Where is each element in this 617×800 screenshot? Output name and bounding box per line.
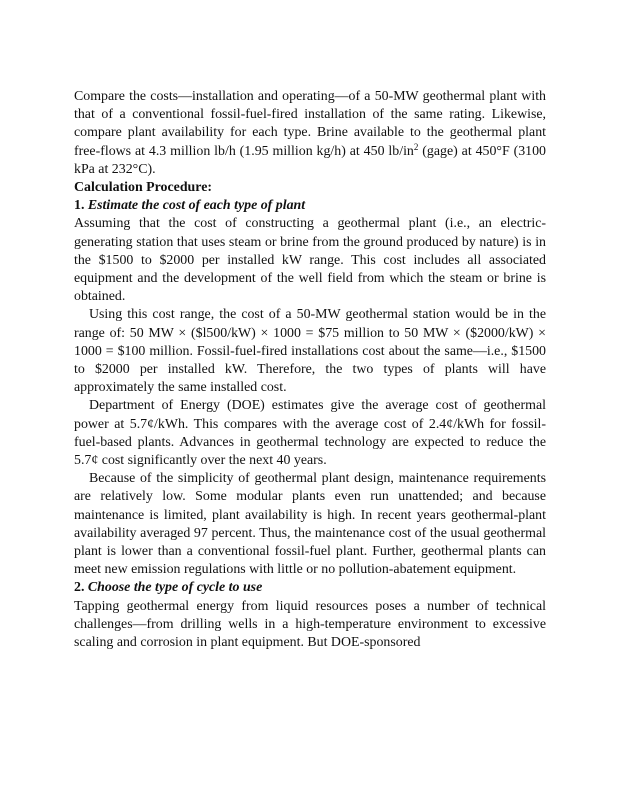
intro-text: Compare the costs—installation and operating—of a 50-MW geothermal plant with that of a conventional fossil-fuel-fired installation of the same rating. Likewise, compare plant availability for each type. Brine available to the geothermal plant free-flows at 4.3 million lb/h (1.95 million kg/h) at 450 lb/in <box>74 89 546 159</box>
intro-text-end: (gage) at 450°F (3100 kPa at 232°C). <box>74 143 546 177</box>
step-1-paragraph-2: Using this cost range, the cost of a 50-MW geothermal station would be in the range of: 50 MW × ($l500/kW) × 1000 = $75 million to 50 MW × ($2000/kW) × 1000 = $100 million. Fossil-fuel-fired installations cost about the same—i.e., $1500 to $2000 per installed kW. Therefore, the two types of plants will have approximately the same installed cost. <box>74 307 546 396</box>
step-2-number: 2. <box>74 580 88 596</box>
step-1-paragraph-1: Assuming that the cost of constructing a geothermal plant (i.e., an electric-generating station that uses steam or brine from the ground produced by nature) is in the $1500 to $2000 per installed kW range. This cost includes all associated equipment and the development of the well field from which the steam or brine is obtained. <box>74 216 546 305</box>
step-1-paragraph-4: Because of the simplicity of geothermal plant design, maintenance requirements are relatively low. Some modular plants even run unattended; and because maintenance is limited, plant availability is high. In recent years geothermal-plant availability averaged 97 percent. Thus, the maintenance cost of the usual geothermal plant is lower than a conventional fossil-fuel plant. Further, geothermal plants can meet new emission regulations with little or no pollution-abatement equipment. <box>74 471 546 578</box>
document-page <box>74 88 546 652</box>
step-2-paragraph-1: Tapping geothermal energy from liquid resources poses a number of technical challenges—from drilling wells in a high-temperature environment to excessive scaling and corrosion in plant equipment. But DOE-sponsored <box>74 598 546 651</box>
calculation-procedure-heading: Calculation Procedure: <box>74 180 212 196</box>
intro-paragraph <box>74 88 546 179</box>
step-1-heading <box>74 197 546 215</box>
step-1-title: Estimate the cost of each type of plant <box>87 198 306 214</box>
step-1-paragraph-3: Department of Energy (DOE) estimates give the average cost of geothermal power at 5.7¢/kWh. This compares with the average cost of 2.4¢/kWh for fossil-fuel-based plants. Advances in geothermal technology are expected to reduce the 5.7¢ cost significantly over the next 40 years. <box>74 398 546 469</box>
step-1-number: 1. <box>74 198 88 214</box>
superscript-2: 2 <box>413 141 419 152</box>
step-2-heading <box>74 579 546 597</box>
step-2-title: Choose the type of cycle to use <box>87 580 263 596</box>
